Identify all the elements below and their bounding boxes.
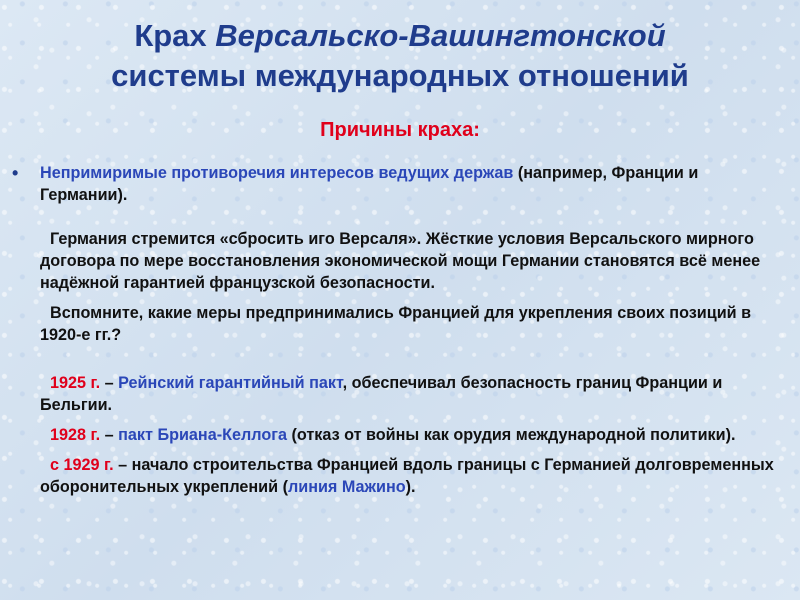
title-line2: системы международных отношений (111, 58, 689, 93)
bullet-icon: • (12, 163, 19, 183)
paragraph-1925 (40, 372, 782, 416)
contradictions-rest: (например, Франции и Германии). (40, 164, 699, 204)
slide-content (12, 162, 782, 498)
date-1928: 1928 г. (50, 426, 101, 444)
title-prefix: Крах (134, 18, 216, 53)
slide-subtitle: Причины краха: (320, 119, 480, 141)
briand-kellogg-rest: (отказ от войны как орудия международной политики). (286, 426, 736, 444)
slide-title (0, 16, 800, 96)
paragraph-germany (40, 228, 782, 294)
date-1925: 1925 г. (50, 374, 101, 392)
paragraph-question (40, 302, 782, 346)
title-italic: Версальско-Вашингтонской (215, 18, 666, 53)
maginot-intro: – начало строительства Францией вдоль границы с Германией долговременных оборонительных укреплений ( (40, 456, 774, 496)
paragraph-1929 (40, 454, 782, 498)
dash-1925: – (100, 374, 119, 392)
contradictions-highlight: Непримиримые противоречия интересов ведущих держав (40, 164, 514, 182)
paragraph-1928 (40, 424, 782, 446)
date-1929: с 1929 г. (50, 456, 114, 474)
briand-kellogg-pact: пакт Бриана-Келлога (118, 426, 287, 444)
rhine-pact: Рейнский гарантийный пакт (118, 374, 343, 392)
rhine-pact-rest: , обеспечивал безопасность границ Франции и Бельгии. (40, 374, 723, 414)
germany-text: Германия стремится «сбросить иго Версаля». Жёсткие условия Версальского мирного договора по мере восстановления экономической мощи Германии становятся всё менее надёжной гарантией французской безопасности. (40, 230, 761, 292)
dash-1928: – (100, 426, 119, 444)
maginot-close: ). (405, 478, 416, 496)
question-text: Вспомните, какие меры предпринимались Францией для укрепления своих позиций в 1920-е гг.? (40, 304, 752, 344)
maginot-line: линия Мажино (287, 478, 406, 496)
paragraph-contradictions (12, 162, 782, 206)
